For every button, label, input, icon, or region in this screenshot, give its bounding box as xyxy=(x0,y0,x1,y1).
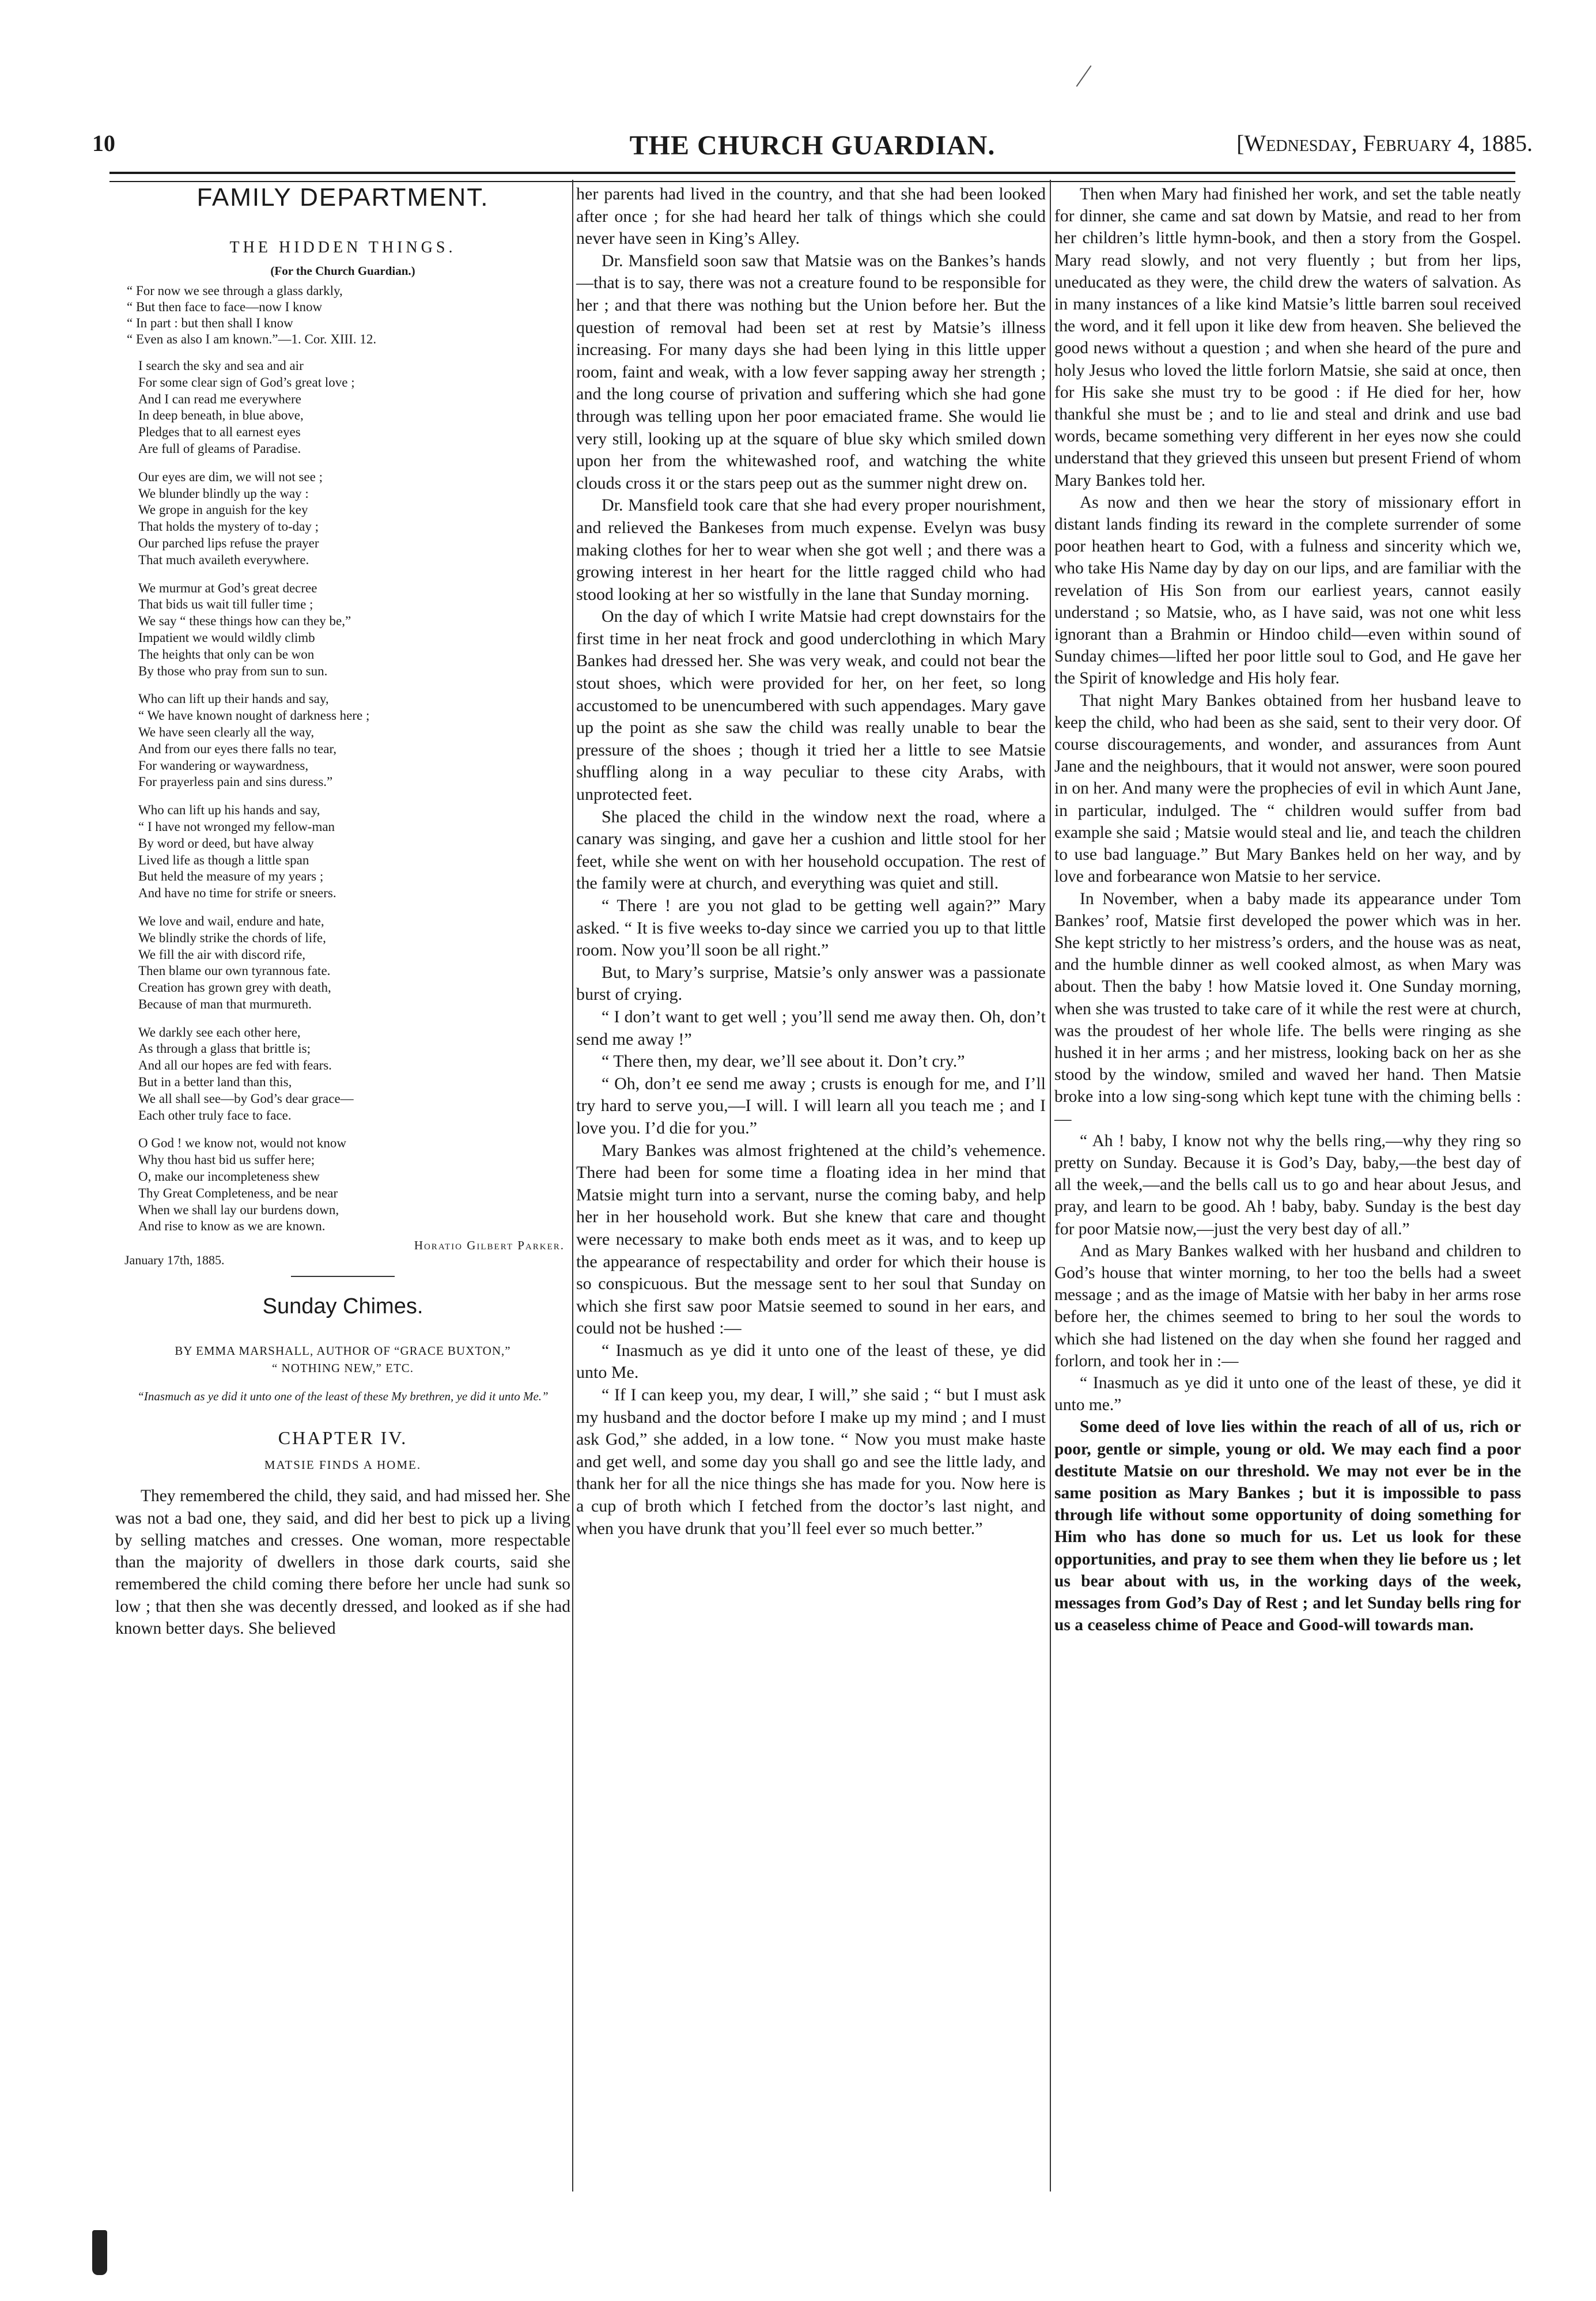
story-paragraph: In November, when a baby made its appearance under Tom Bankes’ roof, Matsie first developed the power which was in her. She kept strictly to her mistress’s orders, and the house was as neat, and the humble dinner as well cooked almost, as when Mary was about. Then the baby ! how Matsie loved it. One Sunday morning, when she was trusted to take care of it while the rest were at church, was the proudest of her whole life. The bells were ringing as she hushed it in her arms ; and her mistress, looking back on her as she stood by the window, smiled and waved her hand. Then Matsie broke into a low sing-song which kept tune with the chiming bells :— xyxy=(1054,889,1521,1128)
issue-date: [Wednesday, February 4, 1885. xyxy=(1236,130,1533,156)
story-paragraph: And as Mary Bankes walked with her husband and children to God’s house that winter morning, to her too the bells had a sweet message ; and as the image of Matsie with her baby in her arms rose before her, the chimes seemed to bring to her soul the words to which she had listened on the day when she found her ragged and forlorn, and took her in :— xyxy=(1054,1241,1521,1370)
department-heading: FAMILY DEPARTMENT. xyxy=(196,183,489,211)
story-paragraph: Some deed of love lies within the reach of all of us, rich or poor, gentle or simple, young or old. We may each find a poor destitute Matsie on our threshold. We may not ever be in the same position as Mary Bankes ; but it is impossible to pass through life without some opportunity of doing something for Him who has done so much for us. Let us look for these opportunities, and pray to see them when they lie before us ; let us bear about with us, in the working days of the week, messages from God’s Day of Rest ; and let Sunday bells ring for us a ceaseless chime of Peace and Good-will towards man. xyxy=(1054,1418,1521,1635)
poem-line: For some clear sign of God’s great love ; xyxy=(138,375,355,390)
poem-line: And from our eyes there falls no tear, xyxy=(138,741,336,756)
epigraph-line: “ For now we see through a glass darkly, xyxy=(127,284,343,298)
column-divider xyxy=(1050,180,1051,2192)
story-paragraph: “ Oh, don’t ee send me away ; crusts is enough for me, and I’ll try hard to serve you,—I will. I will learn all you teach me ; and I love you. I’d die for you.” xyxy=(576,1074,1046,1138)
section-rule xyxy=(291,1276,395,1277)
story-paragraph: Dr. Mansfield soon saw that Matsie was on the Bankes’s hands—that is to say, there was not a creature found to be responsible for her ; and that there was nothing but the Union before her. But the question of removal had been set at rest by Matsie’s illness increasing. For many days she had been lying in this little upper room, faint and weak, with a low fever sapping away her strength ; and the long course of privation and suffering which she had gone through was telling upon her poor emaciated frame. She would lie very still, looking up at the square of blue sky which smiled down upon her from the whitewashed roof, and watching the white clouds cross it or the stars peep out as the summer night drew on. xyxy=(576,251,1046,493)
poem-line: O God ! we know not, would not know xyxy=(138,1136,346,1151)
poem-line: When we shall lay our burdens down, xyxy=(138,1202,339,1217)
poem-line: By word or deed, but have alway xyxy=(138,836,314,851)
poem-line: Our parched lips refuse the prayer xyxy=(138,535,319,550)
poem-line: But held the measure of my years ; xyxy=(138,869,324,884)
poem-line: And all our hopes are fed with fears. xyxy=(138,1058,332,1073)
header-rule xyxy=(109,172,1515,182)
poem-line: We blindly strike the chords of life, xyxy=(138,930,326,945)
poem-line: “ I have not wronged my fellow-man xyxy=(138,819,335,834)
epigraph-line: “ In part : but then shall I know xyxy=(127,316,293,330)
poem-line: Each other truly face to face. xyxy=(138,1108,292,1123)
story-title: Sunday Chimes. xyxy=(262,1294,423,1319)
poem-line: In deep beneath, in blue above, xyxy=(138,408,304,423)
byline-line: “ NOTHING NEW,” ETC. xyxy=(271,1361,414,1376)
poem-line: Creation has grown grey with death, xyxy=(138,980,331,995)
story-paragraph: “ I don’t want to get well ; you’ll send me away then. Oh, don’t send me away !” xyxy=(576,1007,1046,1049)
poem-line: For wandering or waywardness, xyxy=(138,758,309,773)
poem-line: We all shall see—by God’s dear grace— xyxy=(138,1091,354,1106)
page-number: 10 xyxy=(92,130,115,156)
poem-stanza xyxy=(138,358,570,458)
poem-line: We say “ these things how can they be,” xyxy=(138,614,351,629)
poem-stanza xyxy=(138,913,570,1013)
story-paragraph: “ Ah ! baby, I know not why the bells ring,—why they ring so pretty on Sunday. Because it is God’s Day, baby,—the best day of all the week,—and the bells call us to go and hear about Jesus, and pray, and learn to be good. Ah ! baby, baby. Sunday is the best day for poor Matsie now,—just the very best day of all.” xyxy=(1054,1131,1521,1238)
column-2 xyxy=(576,183,1046,1540)
pencil-mark xyxy=(1076,65,1092,86)
poem-stanza xyxy=(138,802,570,902)
story-paragraph: Mary Bankes was almost frightened at the child’s vehemence. There had been for some time a floating idea in her mind that Matsie might turn into a servant, nurse the coming baby, and help her in her household work. But she knew that care and thought were necessary to make both ends meet as it was, and to keep up the appearance of respectability and order for which their house is so conspicuous. But the message sent to her soul that Sunday on which she first saw poor Matsie seemed to sound in her ears, and could not be hushed :— xyxy=(576,1140,1046,1338)
epigraph-line: “ Even as also I am known.”—1. Cor. XIII. 12. xyxy=(127,332,377,346)
poem-line: Our eyes are dim, we will not see ; xyxy=(138,469,323,484)
story-paragraph: “ If I can keep you, my dear, I will,” she said ; “ but I must ask my husband and the doctor before I make up my mind ; and I must ask God,” she added, in a low tone. “ Now you must make haste and get well, and some day you shall go and see the little lady, and thank her for all the nice things she has made for you. Now here is a cup of broth which I fetched from the doctor’s last night, and when you have drunk that you’ll feel ever so much better.” xyxy=(576,1385,1046,1538)
poem-line: I search the sky and sea and air xyxy=(138,358,304,373)
poem-source: (For the Church Guardian.) xyxy=(270,264,415,278)
poem-line: We love and wail, endure and hate, xyxy=(138,913,324,928)
poem-line: Thy Great Completeness, and be near xyxy=(138,1185,338,1200)
poem-line: For prayerless pain and sins duress.” xyxy=(138,774,333,789)
poem-date: January 17th, 1885. xyxy=(124,1253,225,1268)
paper-title: THE CHURCH GUARDIAN. xyxy=(629,130,996,161)
poem-line: Are full of gleams of Paradise. xyxy=(138,441,301,456)
poem-line: We have seen clearly all the way, xyxy=(138,724,315,739)
story-paragraph: “ There ! are you not glad to be getting well again?” Mary asked. “ It is five weeks to-day since we carried you up to that little room. Now you’ll soon be all right.” xyxy=(576,896,1046,960)
poem-line: Who can lift up his hands and say, xyxy=(138,803,320,818)
poem-line: That bids us wait till fuller time ; xyxy=(138,597,313,612)
poem-line: Who can lift up their hands and say, xyxy=(138,692,329,706)
story-paragraph: They remembered the child, they said, and had missed her. She was not a bad one, they said, and did her best to pick up a living by selling matches and cresses. One woman, more respectable than the majority of dwellers in those dark courts, said she remembered the child coming there before her uncle had sunk so low ; that then she was decently dressed, and looked as if she had known better days. She believed xyxy=(115,1487,570,1638)
poem-epigraph xyxy=(127,283,570,347)
chapter-subtitle: MATSIE FINDS A HOME. xyxy=(264,1458,422,1472)
column-divider xyxy=(572,180,573,2192)
story-epigraph: “Inasmuch as ye did it unto one of the least of these My brethren, ye did it unto Me.” xyxy=(137,1389,549,1404)
column-3 xyxy=(1054,183,1521,1636)
poem-line: But in a better land than this, xyxy=(138,1075,292,1090)
story-paragraph: Then when Mary had finished her work, and set the table neatly for dinner, she came and sat down by Matsie, and read to her from her children’s little hymn-book, and then a story from the Gospel. Mary read slowly, and not very fluently ; but from her lips, uneducated as they were, the child drew the waters of salvation. As in many instances of a like kind Matsie’s little barren soul received the word, and it fell upon it like dew from heaven. She believed the good news without a question ; and when she heard of the pure and holy Jesus who loved the little forlorn Matsie, she said at once, then for His sake she must try to be good : if He died for her, how thankful she must be ; and to lie and steal and drink and use bad words, became something very different in her eyes now she could understand that they grieved this unseen but present Friend of whom Mary Bankes told her. xyxy=(1054,185,1521,490)
poem-stanza xyxy=(138,1025,570,1124)
poem-stanza xyxy=(138,469,570,569)
poem-author: Horatio Gilbert Parker. xyxy=(414,1238,565,1253)
poem-line: We grope in anguish for the key xyxy=(138,502,308,517)
poem-line: And have no time for strife or sneers. xyxy=(138,886,336,901)
story-paragraph: She placed the child in the window next the road, where a canary was singing, and gave her a cushion and little stool for her feet, while she went on with her household occupation. The rest of the family were at church, and everything was quiet and still. xyxy=(576,807,1046,893)
column-1 xyxy=(115,183,570,1639)
poem-title: THE HIDDEN THINGS. xyxy=(229,239,456,256)
story-paragraph: But, to Mary’s surprise, Matsie’s only answer was a passionate burst of crying. xyxy=(576,962,1046,1004)
poem-line: Then blame our own tyrannous fate. xyxy=(138,964,331,978)
poem-line: That holds the mystery of to-day ; xyxy=(138,519,319,534)
poem-stanza xyxy=(138,1135,570,1235)
poem-line: Because of man that murmureth. xyxy=(138,996,312,1011)
poem-line: Lived life as though a little span xyxy=(138,852,309,867)
story-paragraph: As now and then we hear the story of missionary effort in distant lands finding its reward in the complete surrender of some poor heathen heart to God, with a fulness and sincerity which we, who take His Name day by day on our lips, and are familiar with the revelation of His Son from our earliest years, cannot easily understand ; so Matsie, who, as I have said, was not one whit less ignorant than a Brahmin or Hindoo child—even within sound of Sunday chimes—lifted her poor little soul to God, and He gave her the Spirit of knowledge and His holy fear. xyxy=(1054,493,1521,688)
poem-line: That much availeth everywhere. xyxy=(138,552,309,567)
poem-line: We fill the air with discord rife, xyxy=(138,947,306,962)
poem-stanza xyxy=(138,580,570,680)
story-byline xyxy=(115,1342,570,1377)
poem-line: We darkly see each other here, xyxy=(138,1025,301,1040)
poem-line: “ We have known nought of darkness here ; xyxy=(138,708,370,723)
poem-line: We blunder blindly up the way : xyxy=(138,486,309,501)
epigraph-line: “ But then face to face—now I know xyxy=(127,300,323,314)
poem-line: As through a glass that brittle is; xyxy=(138,1041,311,1056)
poem-line: Pledges that to all earnest eyes xyxy=(138,425,301,440)
poem-line: Impatient we would wildly climb xyxy=(138,630,315,645)
ink-blot xyxy=(92,2230,107,2275)
poem-line: And I can read me everywhere xyxy=(138,391,301,406)
poem-line: The heights that only can be won xyxy=(138,647,315,662)
poem-line: We murmur at God’s great decree xyxy=(138,580,317,595)
story-paragraph: On the day of which I write Matsie had crept downstairs for the first time in her neat frock and good underclothing in which Mary Bankes had dressed her. She was very weak, and could not bear the stout shoes, which were provided for her, on her feet, so long accustomed to be unencumbered with such appendages. Mary gave up the point as she saw the child was really unable to bear the pressure of the shoes ; though it tried her a little to see Matsie shuffling along in a way peculiar to these city Arabs, with unprotected feet. xyxy=(576,607,1046,804)
poem-line: Why thou hast bid us suffer here; xyxy=(138,1153,315,1167)
poem-line: O, make our incompleteness shew xyxy=(138,1169,320,1184)
poem-stanza xyxy=(138,691,570,791)
byline-line: BY EMMA MARSHALL, AUTHOR OF “GRACE BUXTON,” xyxy=(175,1344,511,1358)
story-paragraph: her parents had lived in the country, and that she had been looked after once ; for she had heard her talk of things which she could never have seen in King’s Alley. xyxy=(576,184,1046,248)
chapter-heading: CHAPTER IV. xyxy=(278,1427,408,1449)
story-paragraph: Dr. Mansfield took care that she had every proper nourishment, and relieved the Bankeses from much expense. Evelyn was busy making clothes for her to wear when she got well ; and there was a growing interest in her heart for the little ragged child who had stood looking at her so wistfully in the lane that Sunday morning. xyxy=(576,496,1046,604)
poem-line: By those who pray from sun to sun. xyxy=(138,663,328,678)
story-paragraph: “ There then, my dear, we’ll see about it. Don’t cry.” xyxy=(602,1052,965,1071)
story-paragraph: “ Inasmuch as ye did it unto one of the least of these, ye did unto Me. xyxy=(576,1340,1046,1382)
story-paragraph: That night Mary Bankes obtained from her husband leave to keep the child, who had been as she said, sent to their very door. Of course discouragements, and wonder, and assurances from Aunt Jane and the neighbours, that it would not answer, were soon poured in on her. And many were the prophecies of evil in which Aunt Jane, in particular, indulged. The “ children would suffer from bad example she said ; Matsie would steal and lie, and teach the children to use bad language.” But Mary Bankes held on her way, and by love and forbearance won Matsie to her service. xyxy=(1054,691,1521,886)
story-paragraph: “ Inasmuch as ye did it unto one of the least of these, ye did it unto me.” xyxy=(1054,1373,1521,1415)
poem-line: And rise to know as we are known. xyxy=(138,1219,326,1234)
masthead xyxy=(92,130,1533,170)
